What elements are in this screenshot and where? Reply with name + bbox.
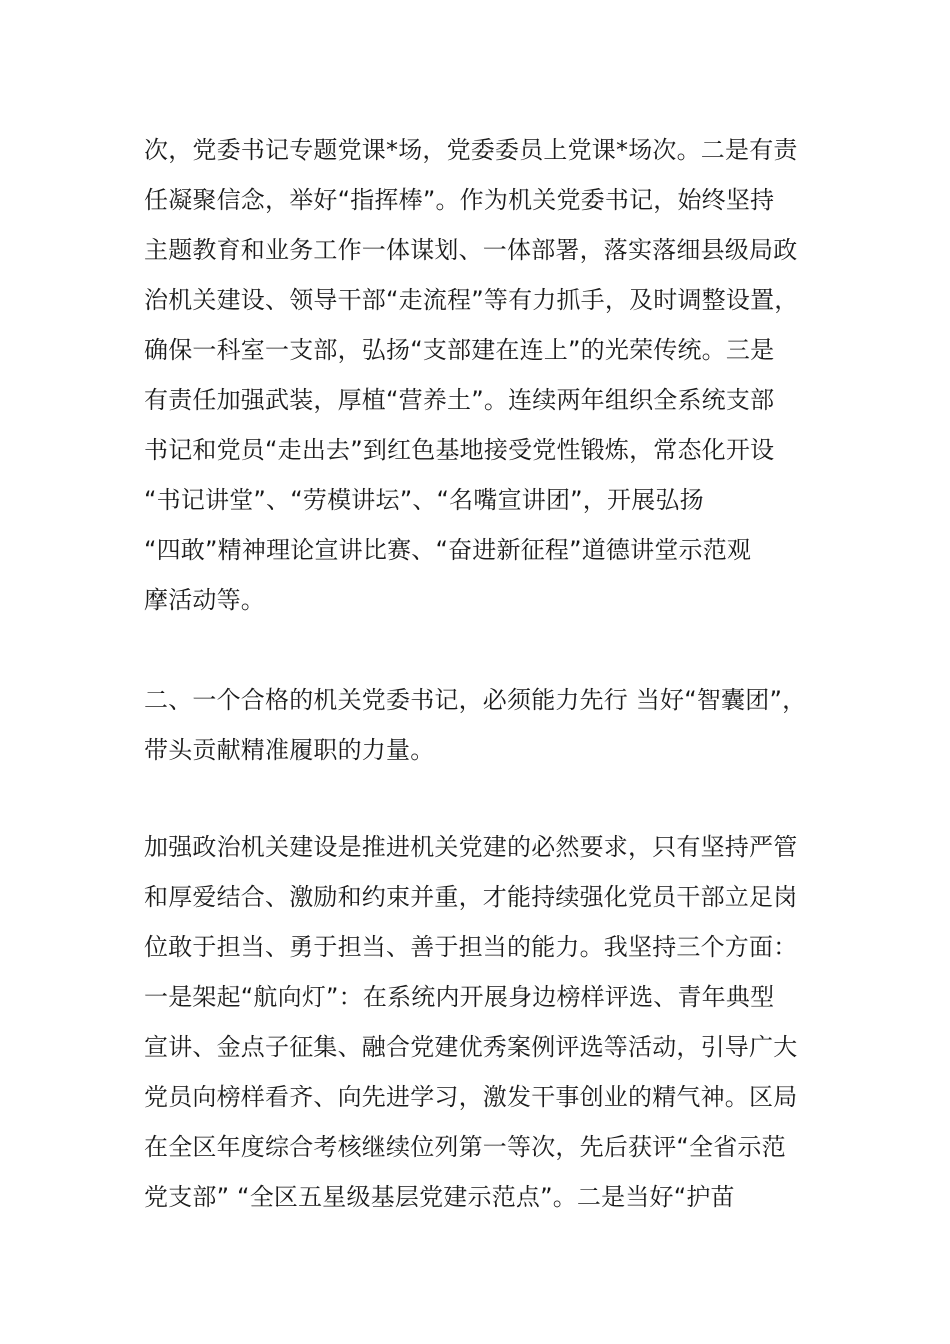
text-line: 宣讲、金点子征集、融合党建优秀案例评选等活动，引导广大 [144, 1033, 798, 1061]
text-line: 党员向榜样看齐、向先进学习，激发干事创业的精气神。区局 [144, 1083, 798, 1111]
text-line: 一是架起“航向灯”：在系统内开展身边榜样评选、青年典型 [144, 983, 775, 1011]
paragraph-responsibility [144, 125, 844, 625]
text-line: 加强政治机关建设是推进机关党建的必然要求，只有坚持严管 [144, 833, 798, 861]
text-line: 次，党委书记专题党课*场，党委委员上党课*场次。二是有责 [144, 136, 798, 164]
text-line: “四敢”精神理论宣讲比赛、“奋进新征程”道德讲堂示范观 [144, 536, 752, 564]
section-heading-two [144, 675, 844, 775]
text-line: 确保一科室一支部，弘扬“支部建在连上”的光荣传统。三是 [144, 336, 775, 364]
text-line: 治机关建设、领导干部“走流程”等有力抓手，及时调整设置， [144, 286, 799, 314]
paragraph-political-organ [144, 822, 844, 1222]
text-line: 任凝聚信念，举好“指挥棒”。作为机关党委书记，始终坚持 [144, 186, 775, 214]
text-line: 书记和党员“走出去”到红色基地接受党性锻炼，常态化开设 [144, 436, 775, 464]
text-line: 摩活动等。 [144, 586, 265, 614]
text-line: 位敢于担当、勇于担当、善于担当的能力。我坚持三个方面： [144, 933, 798, 961]
text-line: 和厚爱结合、激励和约束并重，才能持续强化党员干部立足岗 [144, 883, 798, 911]
text-line: 有责任加强武装，厚植“营养土”。连续两年组织全系统支部 [144, 386, 775, 414]
text-line: 主题教育和业务工作一体谋划、一体部署，落实落细县级局政 [144, 236, 798, 264]
heading-line: 二、一个合格的机关党委书记，必须能力先行 当好“智囊团”， [144, 686, 807, 714]
text-line: 党支部” “全区五星级基层党建示范点”。二是当好“护苗 [144, 1183, 735, 1211]
text-line: 在全区年度综合考核继续位列第一等次，先后获评“全省示范 [144, 1133, 786, 1161]
text-line: “书记讲堂”、“劳模讲坛”、“名嘴宣讲团”，开展弘扬 [144, 486, 704, 514]
heading-line: 带头贡献精准履职的力量。 [144, 736, 435, 764]
